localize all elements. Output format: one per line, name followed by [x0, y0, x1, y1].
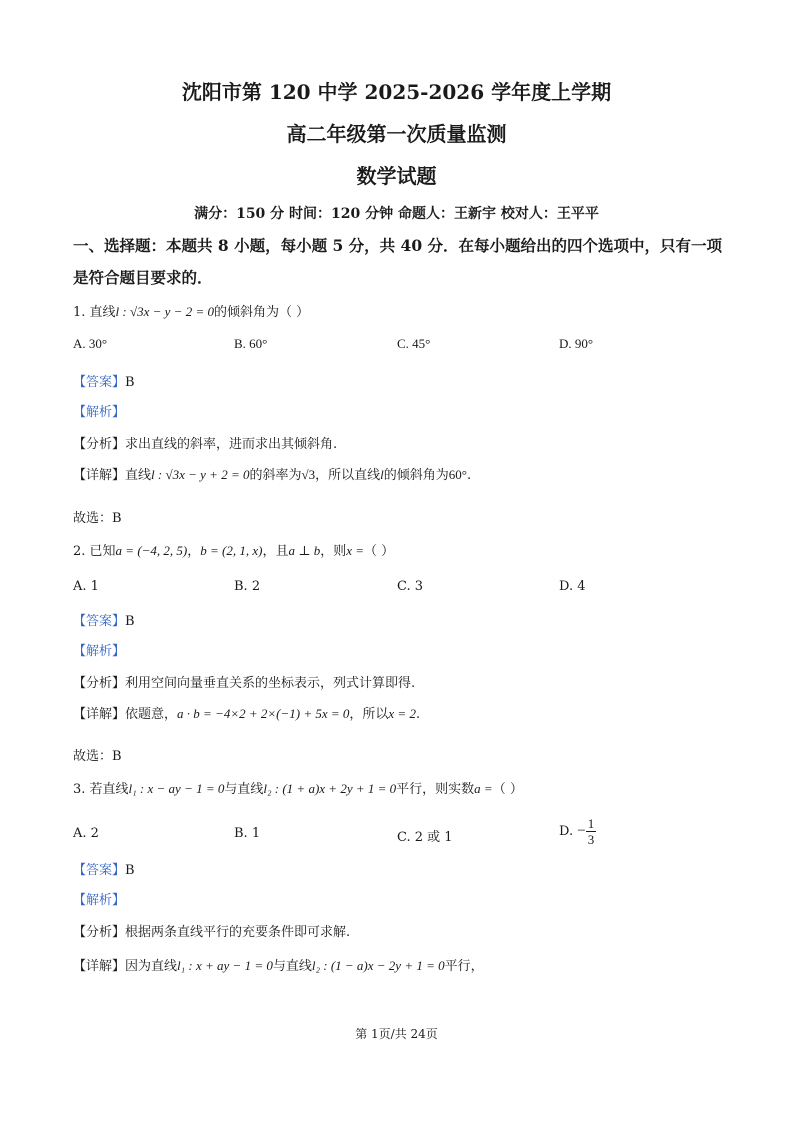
- q1-detail-end: .: [466, 468, 472, 483]
- q2-detail: [73, 703, 420, 722]
- q1-detail-angle: 60°: [448, 467, 467, 482]
- q1-analysis-label: 【解析】: [73, 405, 126, 420]
- q3-option-d-denominator: 3: [587, 832, 595, 847]
- q1-detail-a: 直线: [125, 468, 152, 483]
- q2-analysis-label: 【解析】: [73, 644, 126, 659]
- choice-label: 故选：: [73, 749, 113, 764]
- q2-fenxi: [73, 672, 415, 691]
- q2-x-eq: x =: [346, 543, 365, 558]
- exam-title-grade: 高二年级第一次质量监测: [286, 122, 507, 146]
- q1-fenxi-text: 求出直线的斜率，进而求出其倾斜角.: [125, 437, 338, 452]
- q3-number: 3. 若直线: [73, 782, 129, 797]
- exam-title-school: 沈阳市第 120 中学 2025-2026 学年度上学期: [181, 80, 612, 104]
- q3-fenxi: [73, 921, 350, 940]
- q1-detail-slope: √3: [301, 467, 316, 482]
- answer-label: 【答案】: [73, 375, 126, 390]
- q2-perp: a ⊥ b: [288, 543, 321, 558]
- q2-detail-a: 依题意，: [125, 707, 178, 722]
- q2-detail-equation: a · b = −4×2 + 2×(−1) + 5x = 0: [177, 706, 350, 721]
- q1-choice-value: B: [112, 511, 122, 526]
- q3-a-eq: a =: [474, 781, 493, 796]
- q3-detail-line2: l₂ : (1 − a)x − 2y + 1 = 0: [311, 958, 445, 973]
- q2-option-d: D. 4: [559, 579, 586, 594]
- q3-stem: [73, 778, 523, 797]
- q1-number: 1. 直线: [73, 305, 116, 320]
- q1-stem: [73, 301, 309, 320]
- q2-answer-value: B: [125, 614, 135, 629]
- q3-option-d-numerator: 1: [587, 816, 595, 831]
- q2-sep: ，: [187, 544, 201, 559]
- q2-choice: [73, 745, 122, 764]
- xiangjie-label: 【详解】: [73, 707, 126, 722]
- q1-option-d: D. 90°: [559, 336, 594, 351]
- page-footer: 第 1页/共 24页: [355, 1027, 438, 1041]
- q3-option-d-fraction: [586, 816, 597, 847]
- q3-answer: [73, 859, 135, 878]
- q3-detail-mid: 与直线: [272, 959, 312, 974]
- q3-analysis-label: 【解析】: [73, 893, 126, 908]
- q2-detail-b: ，所以: [349, 707, 389, 722]
- q1-equation: l : √3x − y − 2 = 0: [115, 304, 214, 319]
- q1-detail: [73, 464, 471, 483]
- q3-option-c: C. 2 或 1: [397, 830, 453, 845]
- q3-answer-value: B: [125, 863, 135, 878]
- q1-stem-tail: 的倾斜角为（ ）: [213, 305, 310, 320]
- q1-detail-line: l: [380, 467, 384, 482]
- q2-answer: [73, 610, 135, 629]
- q2-option-c: C. 3: [397, 579, 424, 594]
- choice-label: 故选：: [73, 511, 113, 526]
- q3-detail: [73, 955, 484, 974]
- q2-detail-end: .: [415, 707, 421, 722]
- q3-option-d-label: D.: [559, 824, 574, 839]
- q1-answer-value: B: [125, 375, 135, 390]
- answer-label: 【答案】: [73, 614, 126, 629]
- q1-option-a: A. 30°: [73, 336, 108, 351]
- section-heading-line1: 一、选择题：本题共 8 小题，每小题 5 分，共 40 分．在每小题给出的四个选项中，只有一项: [73, 236, 723, 255]
- fenxi-label: 【分析】: [73, 925, 126, 940]
- q3-tail1: 平行，则实数: [396, 782, 475, 797]
- q1-fenxi: [73, 433, 337, 452]
- q2-mid: ，且: [262, 544, 289, 559]
- q2-number: 2. 已知: [73, 544, 116, 559]
- xiangjie-label: 【详解】: [73, 468, 126, 483]
- q1-detail-d: 的倾斜角为: [383, 468, 449, 483]
- q1-choice: [73, 507, 122, 526]
- q3-option-d: [559, 816, 596, 847]
- exam-meta: 满分：150 分 时间：120 分钟 命题人：王新宇 校对人：王平平: [194, 206, 599, 222]
- q1-detail-equation: l : √3x − y + 2 = 0: [151, 467, 250, 482]
- q3-mid: 与直线: [224, 782, 264, 797]
- fenxi-label: 【分析】: [73, 676, 126, 691]
- q3-line2: l₂ : (1 + a)x + 2y + 1 = 0: [263, 781, 397, 796]
- q2-option-b: B. 2: [234, 579, 261, 594]
- q1-option-c: C. 45°: [397, 336, 431, 351]
- q2-tail1: ，则: [320, 544, 347, 559]
- q3-detail-a: 因为直线: [125, 959, 178, 974]
- q3-fenxi-text: 根据两条直线平行的充要条件即可求解.: [125, 925, 351, 940]
- q1-option-b: B. 60°: [234, 336, 268, 351]
- q3-option-b: B. 1: [234, 826, 261, 841]
- q2-option-a: A. 1: [73, 579, 99, 594]
- q2-stem: [73, 540, 394, 559]
- q2-vector-a: a = (−4, 2, 5): [115, 543, 188, 558]
- fenxi-label: 【分析】: [73, 437, 126, 452]
- answer-label: 【答案】: [73, 863, 126, 878]
- exam-title-subject: 数学试题: [356, 164, 437, 188]
- q1-detail-b: 的斜率为: [249, 468, 302, 483]
- q3-option-d-sign: −: [577, 823, 586, 839]
- section-heading-line2: 是符合题目要求的．: [73, 268, 213, 287]
- q3-option-a: A. 2: [73, 826, 99, 841]
- q1-detail-c: ，所以直线: [315, 468, 381, 483]
- q2-detail-result: x = 2: [388, 706, 416, 721]
- q2-tail2: （ ）: [364, 544, 395, 559]
- q2-fenxi-text: 利用空间向量垂直关系的坐标表示，列式计算即得.: [125, 676, 416, 691]
- q3-line1: l₁ : x − ay − 1 = 0: [128, 781, 225, 796]
- xiangjie-label: 【详解】: [73, 959, 126, 974]
- q3-tail2: （ ）: [492, 782, 523, 797]
- q3-detail-end: 平行，: [444, 959, 484, 974]
- q2-choice-value: B: [112, 749, 122, 764]
- q3-detail-line1: l₁ : x + ay − 1 = 0: [177, 958, 273, 973]
- q1-answer: [73, 371, 135, 390]
- q2-vector-b: b = (2, 1, x): [200, 543, 263, 558]
